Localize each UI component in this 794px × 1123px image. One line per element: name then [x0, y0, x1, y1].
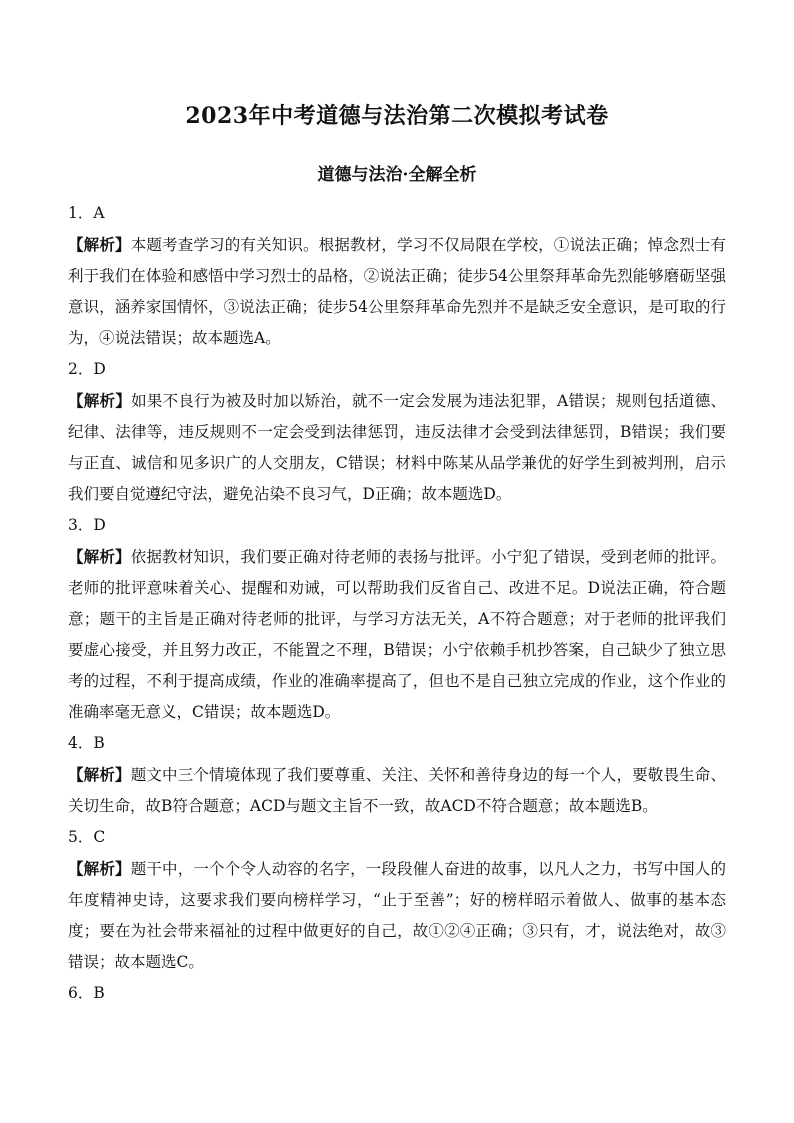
question-analysis [68, 759, 726, 822]
analysis-tag: 【解析】 [68, 235, 131, 254]
question-number: 4．B [68, 734, 105, 752]
analysis-tag: 【解析】 [68, 547, 131, 566]
analysis-text: 题干中，一个个令人动容的名字，一段段催人奋进的故事，以凡人之力，书写中国人的年度精神史诗，这要求我们要向榜样学习，“止于至善”；好的榜样昭示着做人、做事的基本态度；要在为社会带来福祉的过程中做更好的自己，故①②④正确；③只有，才，说法绝对，故③错误；故本题选C。 [68, 860, 726, 971]
question-number: 5．C [68, 828, 106, 846]
analysis-text: 如果不良行为被及时加以矫治，就不一定会发展为违法犯罪，A错误；规则包括道德、纪律、法律等，违反规则不一定会受到法律惩罚，违反法律才会受到法律惩罚，B错误；我们要与正直、诚信和见多识广的人交朋友，C错误；材料中陈某从品学兼优的好学生到被判刑，启示我们要自觉遵纪守法，避免沾染不良习气，D正确；故本题选D。 [68, 392, 726, 503]
question-analysis [68, 385, 726, 510]
analysis-text: 题文中三个情境体现了我们要尊重、关注、关怀和善待身边的每一个人，要敬畏生命、关切生命，故B符合题意；ACD与题文主旨不一致，故ACD不符合题意；故本题选B。 [68, 766, 726, 815]
analysis-tag: 【解析】 [68, 859, 131, 878]
analysis-tag: 【解析】 [68, 391, 132, 410]
question-analysis [68, 853, 726, 978]
page-title: 2023年中考道德与法治第二次模拟考试卷 [185, 103, 609, 129]
question-number: 1．A [68, 204, 105, 222]
analysis-text: 本题考查学习的有关知识。根据教材，学习不仅局限在学校，①说法正确；悼念烈士有利于我们在体验和感悟中学习烈士的品格，②说法正确；徒步54公里祭拜革命先烈能够磨砺坚强意识，涵养家国情怀，③说法正确；徒步54公里祭拜革命先烈并不是缺乏安全意识，是可取的行为，④说法错误；故本题选A。 [68, 236, 726, 347]
question-number: 6．B [68, 984, 105, 1002]
answer-list [68, 198, 726, 1009]
question-number: 3．D [68, 516, 106, 534]
question-number: 2．D [68, 360, 106, 378]
analysis-text: 依据教材知识，我们要正确对待老师的表扬与批评。小宁犯了错误，受到老师的批评。老师的批评意味着关心、提醒和劝诫，可以帮助我们反省自己、改进不足。D说法正确，符合题意；题干的主旨是正确对待老师的批评，与学习方法无关，A不符合题意；对于老师的批评我们要虚心接受，并且努力改正，不能置之不理，B错误；小宁依赖手机抄答案，自己缺少了独立思考的过程，不利于提高成绩，作业的准确率提高了，但也不是自己独立完成的作业，这个作业的准确率毫无意义，C错误；故本题选D。 [68, 548, 726, 721]
page-subtitle: 道德与法治·全解全析 [317, 165, 477, 185]
question-analysis [68, 541, 726, 728]
analysis-tag: 【解析】 [68, 765, 131, 784]
question-analysis [68, 229, 726, 354]
